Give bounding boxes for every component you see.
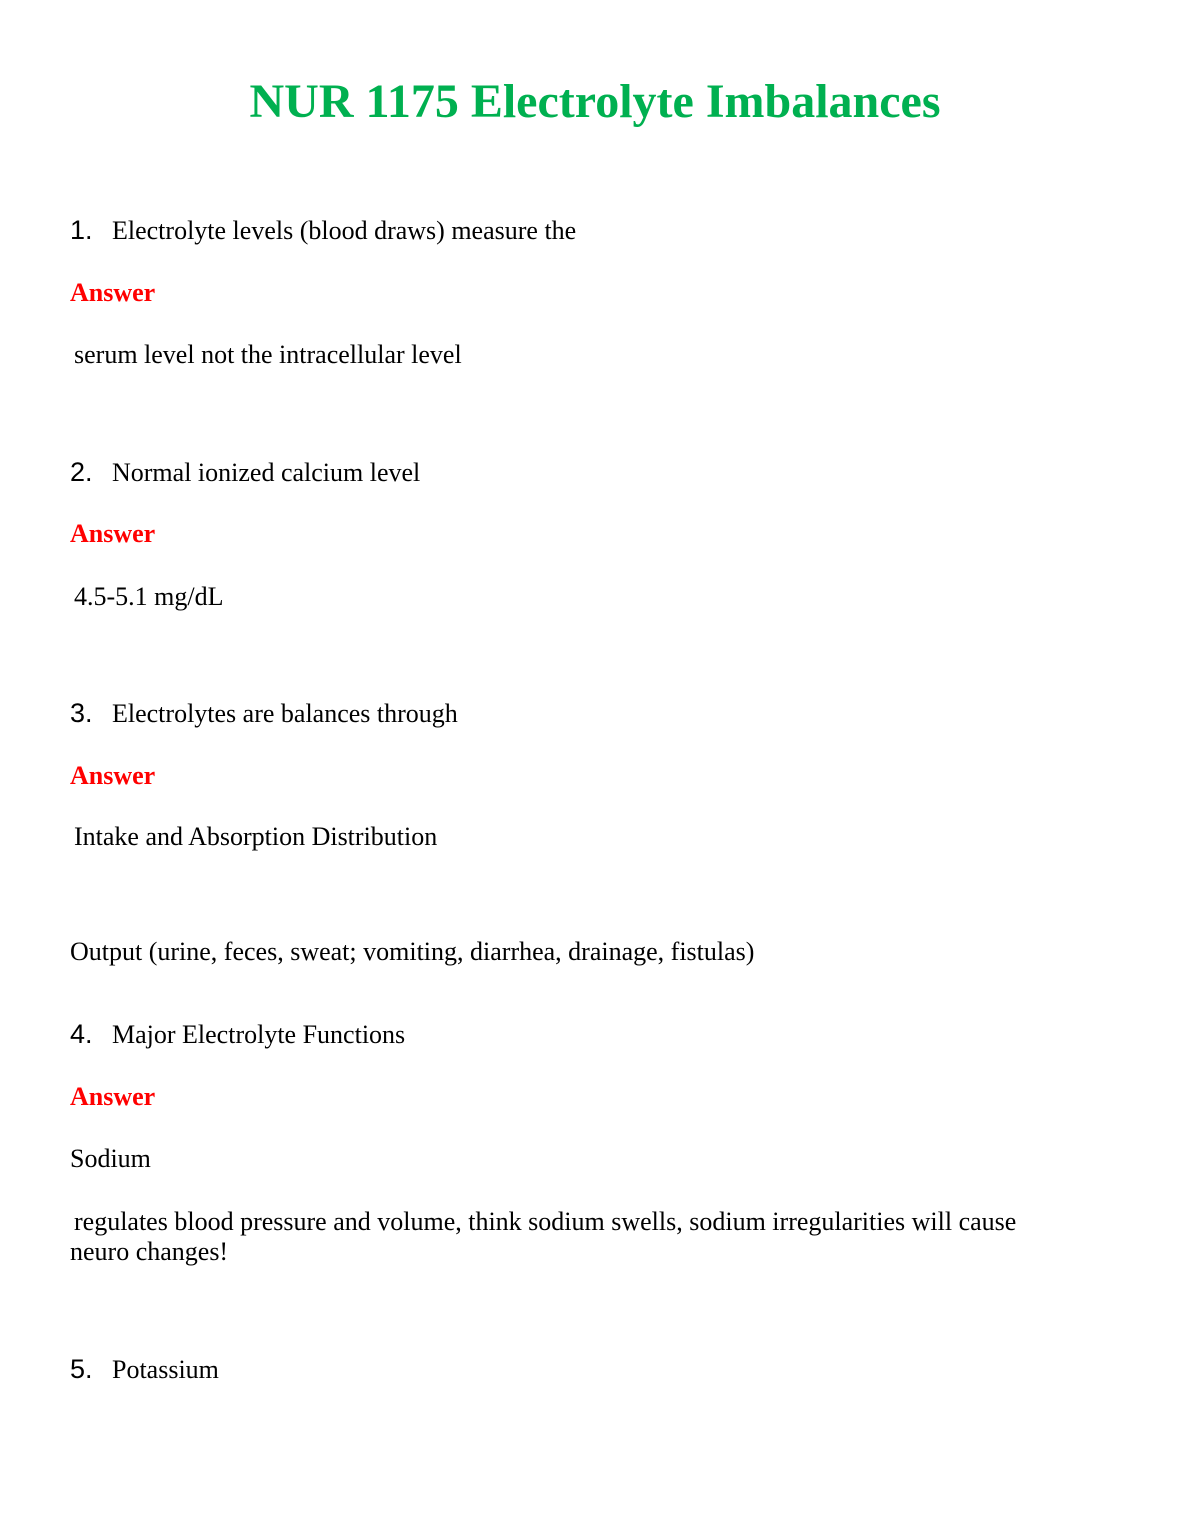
question-text: Electrolyte levels (blood draws) measure the [112, 216, 577, 245]
question-4 [70, 1019, 405, 1050]
question-number: 1. [70, 215, 93, 245]
answer-text: Output (urine, feces, sweat; vomiting, diarrhea, drainage, fistulas) [70, 937, 755, 966]
answer-label: Answer [70, 761, 156, 790]
question-text: Electrolytes are balances through [112, 699, 458, 728]
question-text: Potassium [112, 1355, 219, 1384]
answer-text: regulates blood pressure and volume, think sodium swells, sodium irregularities will cause neuro changes! [70, 1207, 1017, 1266]
page-title: NUR 1175 Electrolyte Imbalances [249, 75, 941, 128]
question-5 [70, 1354, 219, 1385]
question-2 [70, 457, 420, 488]
question-number: 3. [70, 698, 93, 728]
question-3 [70, 698, 458, 729]
answer-text: serum level not the intracellular level [74, 340, 462, 369]
answer-text: Intake and Absorption Distribution [74, 822, 438, 851]
answer-label: Answer [70, 1082, 156, 1111]
question-1 [70, 215, 576, 246]
question-number: 2. [70, 457, 93, 487]
question-text: Normal ionized calcium level [112, 458, 421, 487]
question-number: 5. [70, 1354, 93, 1384]
answer-text: Sodium [70, 1144, 151, 1173]
question-number: 4. [70, 1019, 93, 1049]
answer-label: Answer [70, 278, 156, 307]
question-text: Major Electrolyte Functions [112, 1020, 406, 1049]
answer-text: 4.5-5.1 mg/dL [74, 582, 224, 611]
answer-label: Answer [70, 519, 156, 548]
